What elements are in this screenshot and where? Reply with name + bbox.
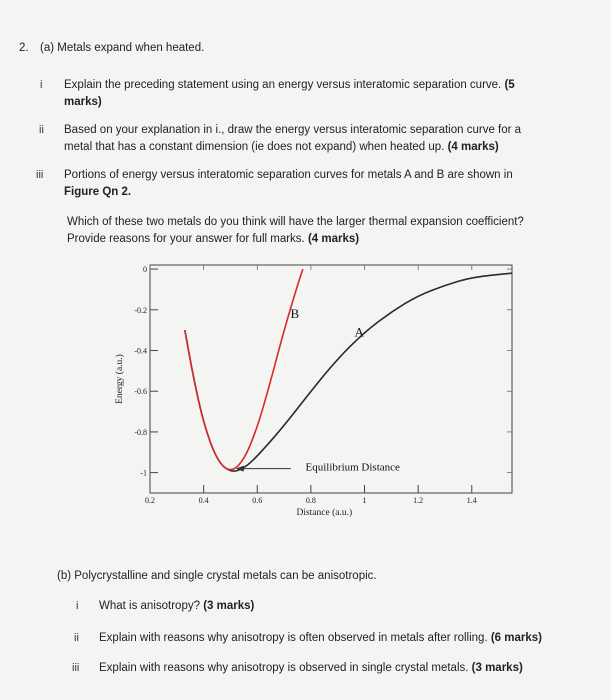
item-a-iii-line1: Portions of energy versus interatomic separation curves for metals A and B are shown in	[64, 169, 513, 181]
item-b-iii-text: Explain with reasons why anisotropy is observed in single crystal metals.	[99, 662, 469, 674]
curve-label-B: B	[290, 305, 300, 321]
x-tick-label: 0.6	[252, 496, 263, 505]
plot-frame	[150, 265, 512, 493]
figure-qn2	[0, 255, 611, 555]
x-axis-label: Distance (a.u.)	[296, 508, 353, 518]
y-tick-label: -0.6	[134, 387, 147, 397]
part-b-heading: (b) Polycrystalline and single crystal metals can be anisotropic.	[57, 570, 377, 582]
x-tick-label: 0.2	[145, 496, 155, 505]
item-b-i	[99, 598, 254, 615]
x-tick-label: 1.2	[413, 496, 424, 505]
item-a-iii	[64, 167, 564, 201]
item-a-iii-para2	[67, 214, 567, 248]
chart-series-layer	[185, 269, 512, 471]
x-tick-label: 1	[362, 496, 367, 505]
item-a-i-text: Explain the preceding statement using an energy versus interatomic separation curve.	[64, 79, 502, 91]
item-a-iii-numeral: iii	[36, 169, 44, 181]
item-a-iii-para2-line2: Provide reasons for your answer for full marks.	[67, 233, 305, 245]
equilibrium-label: Equilibrium Distance	[305, 461, 400, 474]
y-tick-label: -1	[140, 468, 147, 478]
item-b-iii-numeral: iii	[72, 662, 80, 674]
item-a-i	[64, 77, 564, 111]
item-a-ii-line1: Based on your explanation in i., draw the energy versus interatomic separation curve for a	[64, 124, 522, 136]
item-a-ii	[64, 122, 564, 156]
y-tick-label: -0.4	[134, 346, 147, 356]
chart-annotation-layer	[236, 306, 400, 474]
y-tick-label: 0	[143, 265, 147, 275]
item-b-i-numeral: i	[76, 600, 79, 612]
item-a-i-marks-part1: (5	[504, 79, 515, 91]
item-a-ii-numeral: ii	[39, 124, 44, 136]
chart-axes-layer	[114, 265, 512, 518]
item-b-ii-marks: (6 marks)	[490, 632, 542, 644]
item-b-ii-text: Explain with reasons why anisotropy is often observed in metals after rolling.	[99, 632, 488, 644]
series-A-line	[185, 273, 512, 471]
y-tick-label: -0.8	[134, 427, 147, 437]
part-a-heading: (a) Metals expand when heated.	[40, 42, 205, 54]
item-a-iii-para2-line1: Which of these two metals do you think will have the larger thermal expansion coefficient?	[67, 216, 524, 228]
question-number: 2.	[19, 42, 29, 54]
item-a-ii-marks: (4 marks)	[447, 141, 499, 153]
item-a-i-marks-part2: marks)	[64, 96, 102, 108]
item-b-i-text: What is anisotropy?	[99, 600, 200, 612]
curve-label-A: A	[354, 324, 364, 340]
x-tick-label: 1.4	[466, 496, 477, 505]
energy-distance-chart	[0, 255, 611, 555]
series-B-line	[185, 269, 303, 470]
item-a-i-numeral: i	[40, 79, 43, 91]
item-a-iii-marks: (4 marks)	[307, 233, 360, 245]
item-b-i-marks: (3 marks)	[203, 600, 255, 612]
item-b-ii-numeral: ii	[74, 632, 79, 644]
item-b-ii	[99, 630, 542, 647]
item-a-ii-line2: metal that has a constant dimension (ie does not expand) when heated up.	[64, 141, 445, 153]
y-axis-label: Energy (a.u.)	[115, 354, 125, 404]
item-b-iii	[99, 660, 523, 677]
item-a-iii-figure-ref: Figure Qn 2.	[64, 186, 132, 198]
x-tick-label: 0.4	[198, 496, 209, 505]
item-b-iii-marks: (3 marks)	[471, 662, 523, 674]
x-tick-label: 0.8	[305, 496, 316, 505]
y-tick-label: -0.2	[134, 305, 147, 315]
